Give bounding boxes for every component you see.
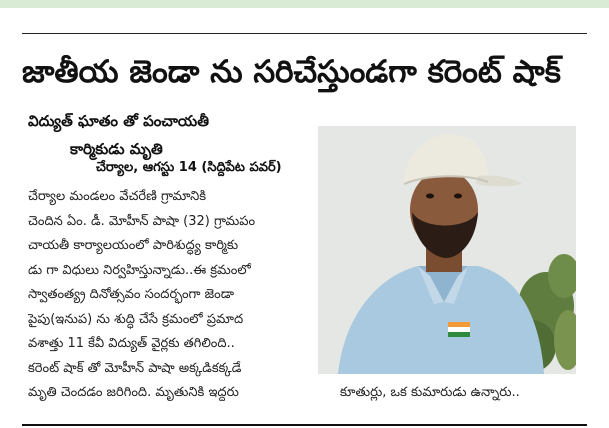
- body-line: చాయతీ కార్యాలయంలో పారిశుద్ధ్య కార్మికు: [28, 238, 239, 253]
- flag-badge: [448, 322, 470, 337]
- body-line: చెందిన ఏం. డీ. మోహీన్ పాషా (32) గ్రామపం: [28, 213, 256, 229]
- body-line: పైపు(ఇనుప) ను శుద్ధి చేసే క్రమంలో ప్రమాద: [28, 311, 244, 327]
- photo-caption: కూతుర్లు, ఒక కుమారుడు ఉన్నారు..: [340, 385, 520, 400]
- top-rule: [22, 33, 587, 34]
- bottom-rule: [22, 424, 587, 426]
- body-line: మృతి చెందడం జరిగింది. మృతునికి ఇద్దరు: [28, 385, 239, 400]
- body-line: డు గా విధులు నిర్వహిస్తున్నాడు..ఈ క్రమంలో: [28, 262, 251, 278]
- top-color-strip: [0, 0, 609, 8]
- portrait-illustration: [318, 126, 576, 374]
- body-line: వశాత్తు 11 కేవీ విద్యుత్ వైర్లకు తగిలింది..: [28, 336, 235, 351]
- headline: జాతీయ జెండా ను సరిచేస్తుండగా కరెంట్ షాక్: [22, 54, 561, 90]
- body-line: కరెంట్ షాక్ తో మోహీన్ పాషా అక్కడికక్కడే: [28, 360, 242, 376]
- subheadline-line-1: విద్యుత్ ఘాతం తో పంచాయతీ: [28, 112, 209, 130]
- subheadline: [28, 110, 298, 160]
- body-line: చేర్యాల మండలం వేచరేణి గ్రామానికి: [28, 189, 206, 204]
- dateline: చేర్యాల, ఆగస్టు 14 (సిద్దిపేట పవర్): [96, 160, 282, 175]
- body-line: స్వాతంత్య్ర దినోత్సవం సందర్భంగా జెండా: [28, 287, 235, 302]
- subheadline-line-2: కార్మికుడు మృతి: [70, 140, 163, 158]
- portrait-photo: [318, 126, 576, 374]
- article-body: [28, 185, 298, 406]
